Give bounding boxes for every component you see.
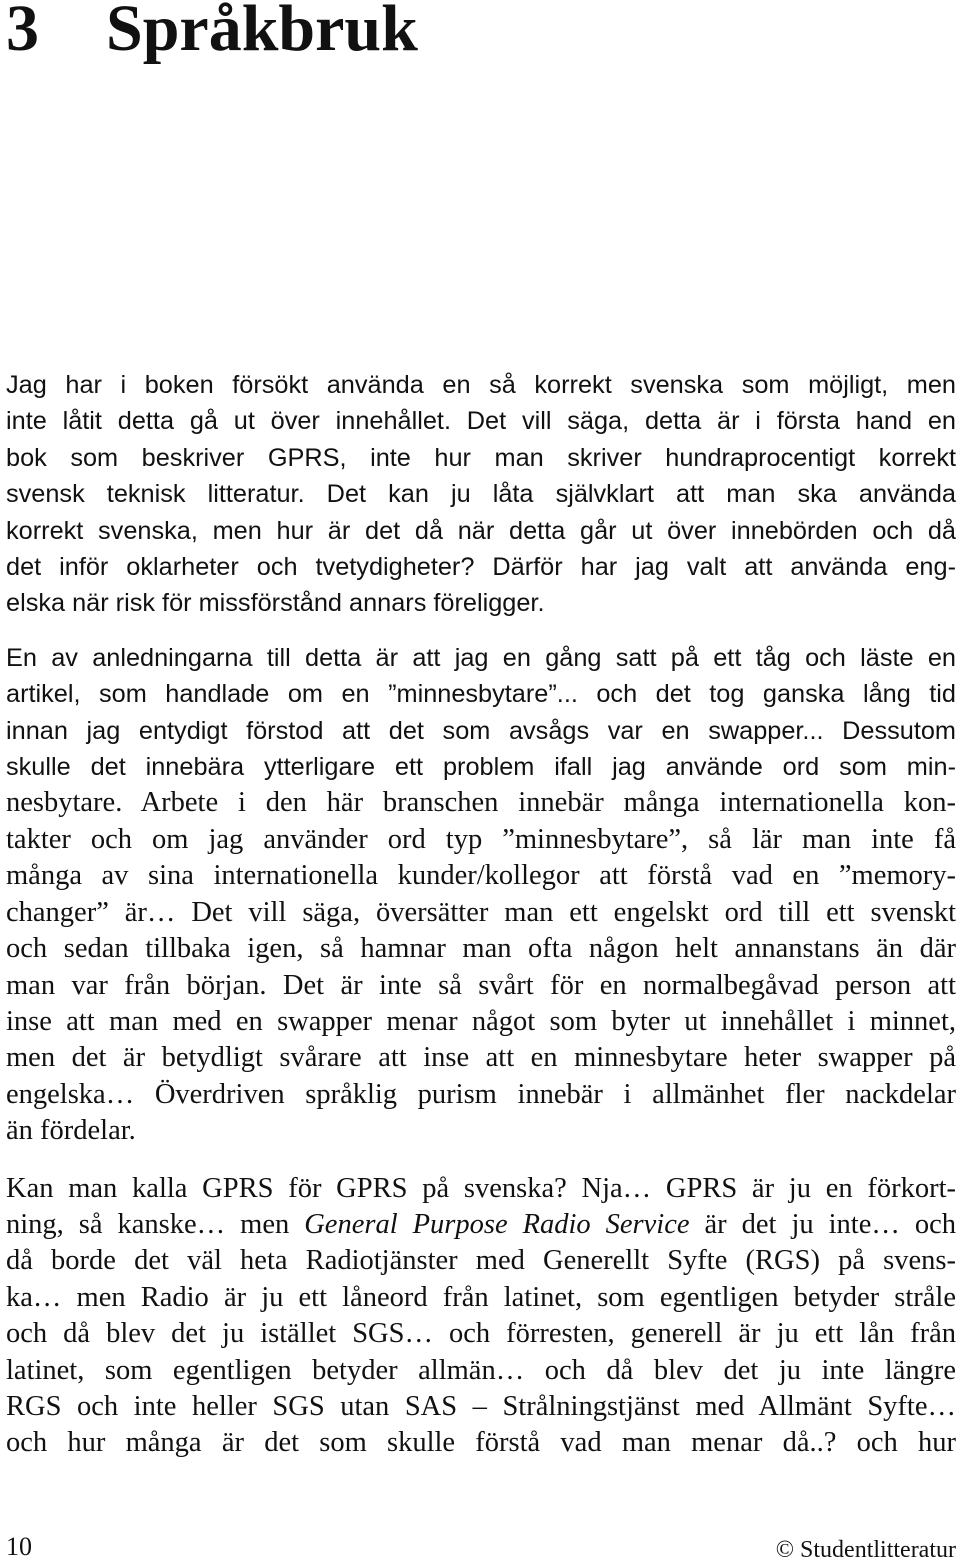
body-text xyxy=(6,367,956,1462)
text-line: bok som beskriver GPRS, inte hur man skriver hundraprocentigt korrekt xyxy=(6,443,956,472)
text-line: många av sina internationella kunder/kollegor att förstå vad en ”memory- xyxy=(6,860,956,892)
text-line xyxy=(6,1207,956,1243)
chapter-title: Språkbruk xyxy=(106,0,418,65)
text-line: skulle det innebära ytterligare ett problem ifall jag använde ord som min- xyxy=(6,753,956,782)
paragraph-minnesbytare-continued xyxy=(6,785,956,1149)
text-line: korrekt svenska, men hur är det då när detta går ut över innebörden och då xyxy=(6,516,956,545)
paragraph-minnesbytare xyxy=(6,640,956,786)
copyright-notice: © Studentlitteratur xyxy=(775,1537,956,1563)
chapter-number: 3 xyxy=(6,0,39,65)
text-line: inse att man med en swapper menar något som byter ut innehållet i minnet, xyxy=(6,1005,956,1037)
text-line: och då blev det ju istället SGS… och förresten, generell är ju ett lån från xyxy=(6,1318,956,1350)
text-line: och hur många är det som skulle förstå vad man menar då..? och hur xyxy=(6,1427,956,1459)
text-line: man var från början. Det är inte så svårt för en normalbegåvad person att xyxy=(6,969,956,1001)
text-line: och sedan tillbaka igen, så hamnar man ofta någon helt annanstans än där xyxy=(6,933,956,965)
text-line: svensk teknisk litteratur. Det kan ju låta självklart att man ska använda xyxy=(6,480,956,509)
text-line: ka… men Radio är ju ett låneord från latinet, som egentligen betyder stråle xyxy=(6,1281,956,1313)
text-line: nesbytare. Arbete i den här branschen innebär många internationella kon- xyxy=(6,787,956,819)
text-line: Kan man kalla GPRS för GPRS på svenska? Nja… GPRS är ju en förkort- xyxy=(6,1172,956,1204)
text-line: elska när risk för missförstånd annars föreligger. xyxy=(6,589,545,618)
text-line: En av anledningarna till detta är att jag en gång satt på ett tåg och läste en xyxy=(6,643,956,672)
text-line: inte låtit detta gå ut över innehållet. Det vill säga, detta är i första hand en xyxy=(6,407,956,436)
text-line: det inför oklarheter och tvetydigheter? Därför har jag valt att använda eng- xyxy=(6,553,956,582)
text-line: innan jag entydigt förstod att det som avsågs var en swapper... Dessutom xyxy=(6,716,956,745)
text-line: än fördelar. xyxy=(6,1115,136,1147)
text-line: men det är betydligt svårare att inse att en minnesbytare heter swapper på xyxy=(6,1042,956,1074)
text-fragment: ning, så kanske… men xyxy=(6,1208,305,1240)
paragraph-intro xyxy=(6,367,956,622)
text-line: artikel, som handlade om en ”minnesbytare”... och det tog ganska lång tid xyxy=(6,680,956,709)
italic-term: General Purpose Radio Service xyxy=(304,1208,690,1240)
text-line: då borde det väl heta Radiotjänster med Generellt Syfte (RGS) på svens- xyxy=(6,1245,956,1277)
page-number: 10 xyxy=(6,1532,32,1561)
text-line: engelska… Överdriven språklig purism innebär i allmänhet fler nackdelar xyxy=(6,1078,956,1110)
paragraph-gprs xyxy=(6,1171,956,1462)
text-line: changer” är… Det vill säga, översätter man ett engelskt ord till ett svenskt xyxy=(6,896,956,928)
text-line: RGS och inte heller SGS utan SAS – Strålningstjänst med Allmänt Syfte… xyxy=(6,1390,956,1422)
text-line: takter och om jag använder ord typ ”minnesbytare”, så lär man inte få xyxy=(6,823,956,855)
chapter-heading xyxy=(6,0,418,64)
text-fragment: är det ju inte… och xyxy=(689,1208,956,1240)
text-line: latinet, som egentligen betyder allmän… och då blev det ju inte längre xyxy=(6,1354,956,1386)
text-line: Jag har i boken försökt använda en så korrekt svenska som möjligt, men xyxy=(6,371,956,399)
